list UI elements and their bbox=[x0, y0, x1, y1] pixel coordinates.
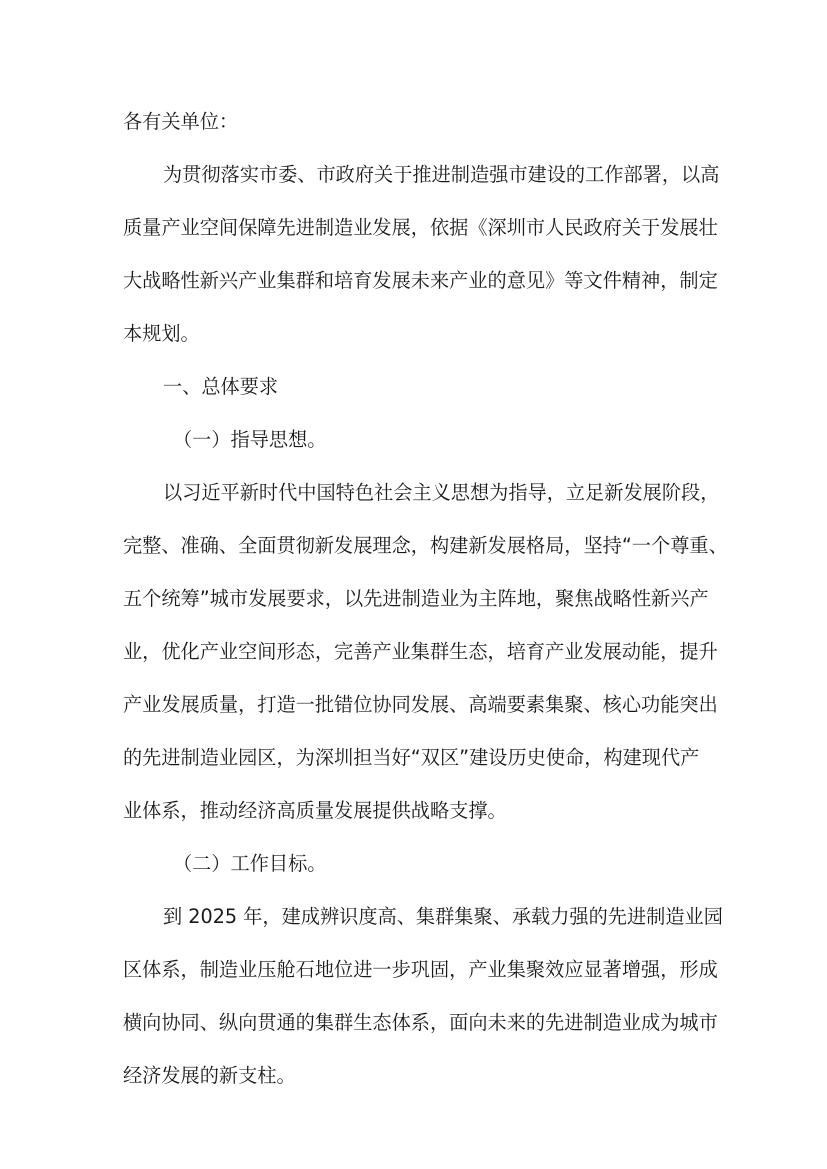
paragraph-line: 质量产业空间保障先进制造业发展，依据《深圳市人民政府关于发展壮 bbox=[123, 216, 718, 239]
paragraph-line: 完整、准确、全面贯彻新发展理念，构建新发展格局，坚持“一个尊重、 bbox=[123, 534, 728, 557]
guiding-ideology-paragraph bbox=[123, 475, 728, 829]
intro-paragraph bbox=[123, 157, 720, 352]
paragraph-line: 以习近平新时代中国特色社会主义思想为指导，立足新发展阶段， bbox=[163, 481, 720, 504]
document-body bbox=[123, 104, 728, 1111]
paragraph-line: 到 2025 年，建成辨识度高、集群集聚、承载力强的先进制造业园 bbox=[163, 905, 723, 928]
salutation: 各有关单位： bbox=[123, 110, 239, 133]
paragraph-line: 为贯彻落实市委、市政府关于推进制造强市建设的工作部署，以高 bbox=[163, 163, 720, 186]
work-goals-paragraph bbox=[123, 899, 723, 1094]
paragraph-line: 五个统筹”城市发展要求，以先进制造业为主阵地，聚焦战略性新兴产 bbox=[123, 587, 709, 610]
paragraph-line: 产业发展质量，打造一批错位协同发展、高端要素集聚、核心功能突出 bbox=[123, 693, 718, 716]
paragraph-line: 经济发展的新支柱。 bbox=[123, 1064, 296, 1087]
subsection-heading-work-goals: （二）工作目标。 bbox=[173, 852, 327, 875]
paragraph-line: 大战略性新兴产业集群和培育发展未来产业的意见》等文件精神，制定 bbox=[123, 269, 718, 292]
paragraph-line: 的先进制造业园区，为深圳担当好“双区”建设历史使命，构建现代产 bbox=[123, 746, 700, 769]
subsection-heading-guiding-ideology: （一）指导思想。 bbox=[173, 428, 327, 451]
section-heading-general-requirements: 一、总体要求 bbox=[163, 375, 279, 398]
paragraph-line: 横向协同、纵向贯通的集群生态体系，面向未来的先进制造业成为城市 bbox=[123, 1011, 718, 1034]
paragraph-line: 业，优化产业空间形态，完善产业集群生态，培育产业发展动能，提升 bbox=[123, 640, 718, 663]
paragraph-line: 区体系，制造业压舱石地位进一步巩固，产业集聚效应显著增强，形成 bbox=[123, 958, 718, 981]
paragraph-line: 本规划。 bbox=[123, 322, 200, 345]
paragraph-line: 业体系，推动经济高质量发展提供战略支撑。 bbox=[123, 799, 507, 822]
